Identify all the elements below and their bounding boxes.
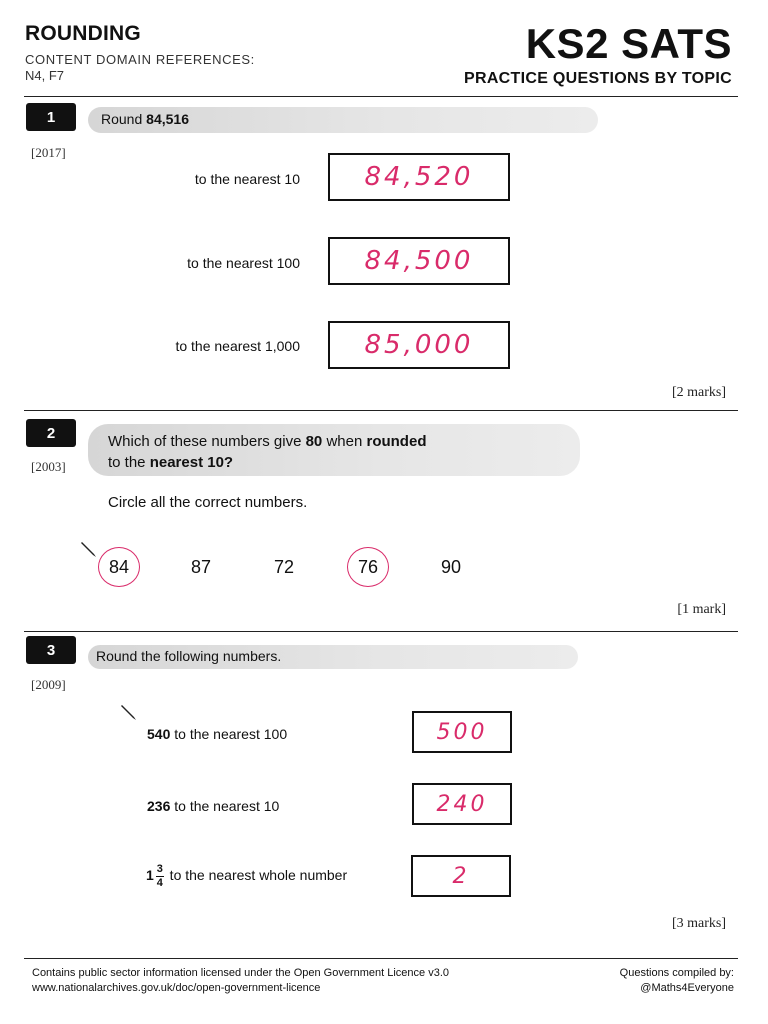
- q1-row-3-answer-box[interactable]: 85,000: [328, 321, 510, 369]
- header-divider: [24, 96, 738, 97]
- q1-row-1-label: to the nearest 10: [194, 171, 300, 187]
- brand-title: KS2 SATS: [525, 20, 732, 67]
- question-2-divider: [24, 631, 738, 632]
- page-title: ROUNDING: [25, 22, 141, 45]
- question-2-prompt: Which of these numbers give 80 when rounded to the nearest 10?: [108, 433, 427, 471]
- q2-option-87[interactable]: 87: [190, 557, 212, 577]
- q2-option-84[interactable]: 84: [98, 547, 140, 587]
- question-1-prompt: Round 84,516: [101, 111, 189, 127]
- pencil-icon: [80, 540, 98, 558]
- credit-line-1: Questions compiled by:: [619, 967, 734, 979]
- question-2-year: [2003]: [31, 459, 66, 474]
- content-domain-label: CONTENT DOMAIN REFERENCES:: [25, 52, 255, 67]
- q3-row-3-answer-box[interactable]: 2: [411, 855, 511, 897]
- q1-row-2-answer-box[interactable]: 84,500: [328, 237, 510, 285]
- question-3-year: [2009]: [31, 677, 66, 692]
- question-1-year: [2017]: [31, 145, 66, 160]
- q3-row-1-answer-box[interactable]: 500: [412, 711, 512, 753]
- licence-notice: [32, 966, 449, 996]
- licence-line-1: Contains public sector information licensed under the Open Government Licence v3.0: [32, 967, 450, 979]
- content-domain-refs: N4, F7: [25, 68, 65, 83]
- q1-row-1-answer-box[interactable]: 84,520: [328, 153, 510, 201]
- question-1-marks: [2 marks]: [671, 385, 726, 400]
- q2-option-76[interactable]: 76: [347, 547, 389, 587]
- question-1-number: 1: [26, 103, 76, 131]
- credit-notice: [620, 966, 734, 996]
- q1-row-3-label: to the nearest 1,000: [175, 338, 300, 354]
- q3-row-3-label: 1 $\frac{3}{4}$ to the nearest whole number: [146, 863, 348, 889]
- question-1-divider: [24, 410, 738, 411]
- brand-subtitle: PRACTICE QUESTIONS BY TOPIC: [464, 70, 732, 87]
- question-2-instruction: Circle all the correct numbers.: [108, 494, 308, 511]
- footer-divider: [24, 958, 738, 959]
- credit-handle: @Maths4Everyone: [640, 982, 734, 994]
- mixed-fraction: $\frac{3}{4}$: [156, 863, 163, 889]
- q2-option-72[interactable]: 72: [273, 557, 295, 577]
- question-3-prompt: Round the following numbers.: [96, 648, 282, 664]
- question-3-number: 3: [26, 636, 76, 664]
- question-2-number: 2: [26, 419, 76, 447]
- q3-row-2-answer-box[interactable]: 240: [412, 783, 512, 825]
- question-2-marks: [1 mark]: [677, 602, 726, 617]
- question-3-marks: [3 marks]: [671, 916, 726, 931]
- licence-link[interactable]: www.nationalarchives.gov.uk/doc/open-government-licence: [32, 982, 321, 994]
- pencil-icon: [120, 703, 138, 721]
- q3-row-1-label: 540 to the nearest 100: [147, 726, 288, 742]
- q1-row-2-label: to the nearest 100: [187, 255, 300, 271]
- q2-option-90[interactable]: 90: [440, 557, 462, 577]
- q3-row-2-label: 236 to the nearest 10: [147, 798, 280, 814]
